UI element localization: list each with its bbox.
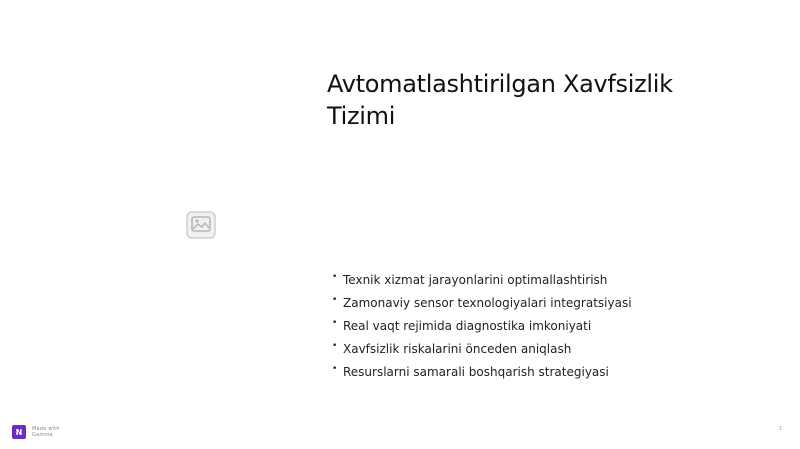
image-placeholder: [186, 211, 216, 239]
bullet-icon: •: [332, 318, 338, 328]
bullet-text: Zamonaviy sensor texnologiyalari integratsiyasi: [343, 296, 632, 310]
bullet-icon: •: [332, 341, 338, 351]
bullet-text: Texnik xizmat jarayonlarini optimallashtirish: [343, 273, 608, 287]
brand-line2: Gamma: [32, 432, 53, 438]
bullet-text: Real vaqt rejimida diagnostika imkoniyati: [343, 319, 592, 333]
brand-line1: Made with: [32, 426, 60, 432]
bullet-icon: •: [332, 295, 338, 305]
image-placeholder-icon: [186, 211, 216, 239]
brand-logo-icon: N: [12, 425, 26, 439]
bullet-item: [332, 364, 632, 380]
brand-badge[interactable]: [12, 425, 60, 439]
slide-title: Avtomatlashtirilgan Xavfsizlik Tizimi: [327, 70, 673, 130]
bullet-text: Xavfsizlik riskalarini önceden aniqlash: [343, 342, 572, 356]
bullet-item: [332, 295, 632, 311]
bullet-list: [332, 272, 632, 387]
page-number: 1: [778, 426, 782, 432]
brand-text: [32, 426, 60, 438]
bullet-icon: •: [332, 272, 338, 282]
bullet-item: [332, 272, 632, 288]
bullet-icon: •: [332, 364, 338, 374]
bullet-text: Resurslarni samarali boshqarish strategiyasi: [343, 365, 609, 379]
bullet-item: [332, 341, 632, 357]
bullet-item: [332, 318, 632, 334]
